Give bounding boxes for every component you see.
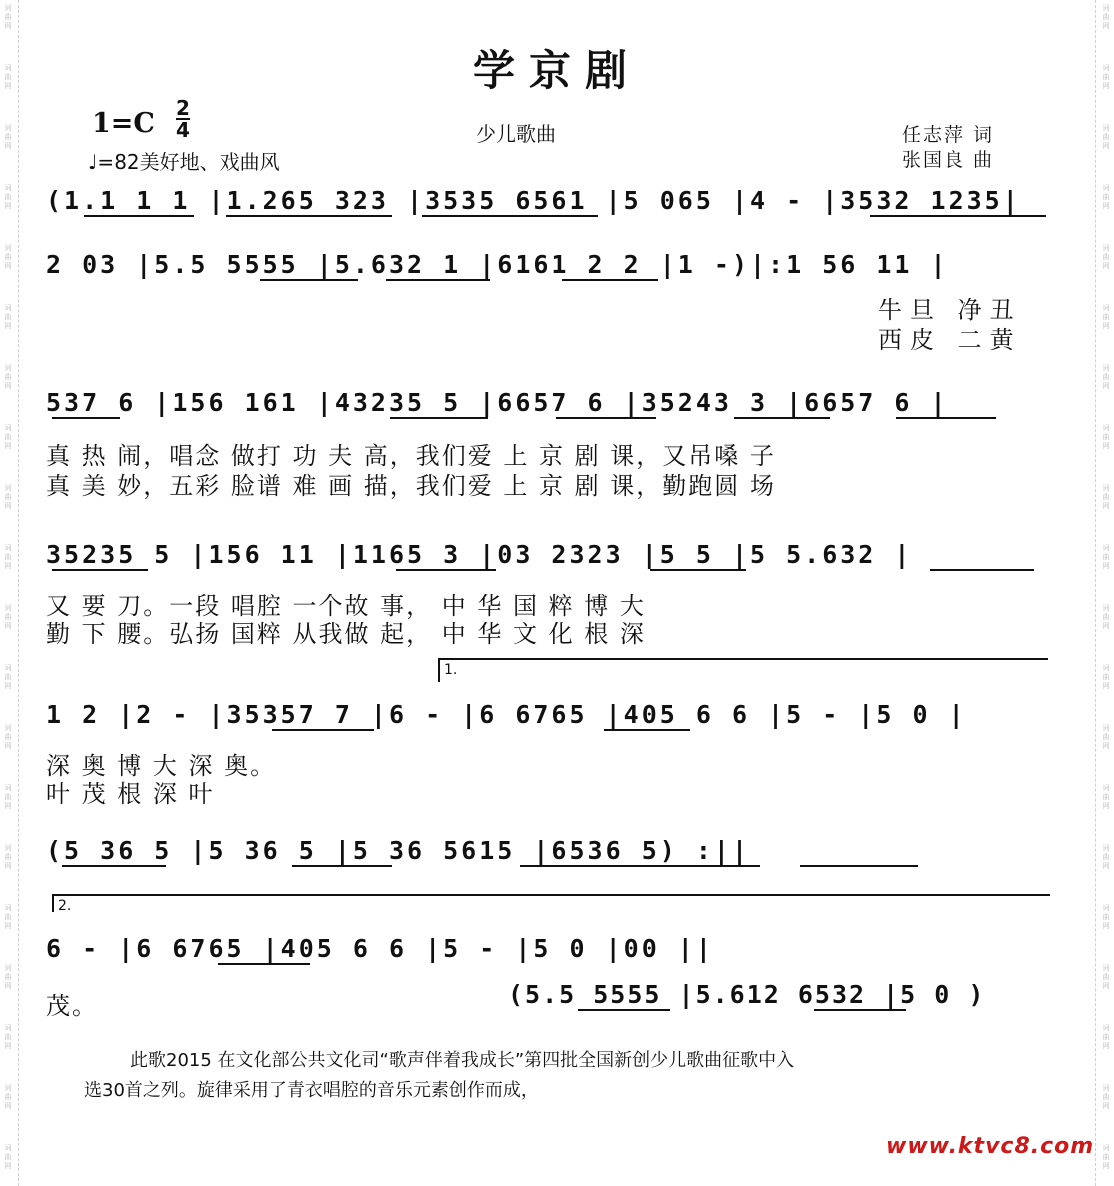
composer-credit: 张国良 曲: [902, 149, 995, 171]
watermark-text: 词 曲 网: [4, 1144, 12, 1170]
watermark-text: 词 曲 网: [1102, 724, 1110, 750]
lyrics-line-4-verse-1: 深 奥 博 大 深 奥。: [46, 752, 277, 780]
beam-line: [218, 963, 310, 965]
beam-line: [226, 215, 392, 217]
watermark-text: 词 曲 网: [4, 604, 12, 630]
beam-line: [52, 417, 120, 419]
volta-2-label: 2.: [58, 898, 72, 914]
watermark-text: 词 曲 网: [4, 64, 12, 90]
watermark-text: 词 曲 网: [4, 844, 12, 870]
tempo-marking: ♩=82美好地、戏曲风: [88, 150, 280, 174]
right-watermark-strip: [1095, 0, 1114, 1186]
watermark-text: 词 曲 网: [4, 664, 12, 690]
accompaniment-line: (5.5 5555 |5.612 6532 |5 0 ): [508, 980, 986, 1009]
beam-line: [556, 417, 656, 419]
notation-line-5: 1 2 |2 - |35357 7 |6 - |6 6765 |405 6 6 |5 - |5 0 |: [46, 700, 967, 729]
watermark-text: 词 曲 网: [4, 964, 12, 990]
watermark-text: 词 曲 网: [1102, 424, 1110, 450]
watermark-text: 词 曲 网: [1102, 1024, 1110, 1050]
watermark-text: 词 曲 网: [1102, 244, 1110, 270]
beam-line: [870, 215, 1046, 217]
lyrics-line-1-verse-2: 西皮 二黄: [878, 326, 1022, 354]
watermark-text: 词 曲 网: [1102, 304, 1110, 330]
watermark-text: 词 曲 网: [4, 124, 12, 150]
watermark-text: 词 曲 网: [4, 4, 12, 30]
volta-bracket-2: [52, 894, 1050, 896]
watermark-text: 词 曲 网: [4, 544, 12, 570]
lyrics-line-2-verse-1: 真 热 闹，唱念 做打 功 夫 高，我们爱 上 京 剧 课，又吊嗓 子: [46, 442, 776, 470]
song-note: [84, 1046, 1044, 1106]
watermark-text: 词 曲 网: [1102, 64, 1110, 90]
watermark-text: 词 曲 网: [1102, 964, 1110, 990]
notation-line-6: (5 36 5 |5 36 5 |5 36 5615 |6536 5) :||: [46, 836, 750, 865]
beam-line: [650, 569, 746, 571]
watermark-text: 词 曲 网: [1102, 904, 1110, 930]
notation-line-7: 6 - |6 6765 |405 6 6 |5 - |5 0 |00 ||: [46, 934, 714, 963]
watermark-text: 词 曲 网: [1102, 544, 1110, 570]
beam-line: [896, 417, 996, 419]
key-signature: 1=C: [92, 108, 155, 139]
watermark-text: 词 曲 网: [4, 784, 12, 810]
watermark-text: 词 曲 网: [4, 424, 12, 450]
beam-line: [84, 215, 194, 217]
notation-line-3: 537 6 |156 161 |43235 5 |6657 6 |35243 3 |6657 6 |: [46, 388, 949, 417]
lyricist-credit: 任志萍 词: [902, 124, 995, 146]
beam-line: [422, 215, 598, 217]
watermark-text: 词 曲 网: [4, 364, 12, 390]
lyrics-line-3-verse-1: 又 要 刀。一段 唱腔 一个故 事， 中 华 国 粹 博 大: [46, 592, 646, 620]
site-url[interactable]: www.ktvc8.com: [886, 1134, 1095, 1159]
lyrics-line-1-verse-1: 牛旦 净丑: [878, 296, 1022, 324]
volta-bracket-1-tick: [438, 658, 440, 682]
beam-line: [396, 569, 496, 571]
watermark-text: 词 曲 网: [1102, 364, 1110, 390]
beam-line: [386, 279, 490, 281]
watermark-text: 词 曲 网: [4, 244, 12, 270]
watermark-text: 词 曲 网: [4, 304, 12, 330]
notation-line-1: (1.1 1 1 |1.265 323 |3535 6561 |5 065 |4 - |3532 1235|: [46, 186, 1021, 215]
watermark-text: 词 曲 网: [1102, 184, 1110, 210]
watermark-text: 词 曲 网: [1102, 1084, 1110, 1110]
watermark-text: 词 曲 网: [4, 724, 12, 750]
song-title: 学京剧: [472, 46, 641, 95]
volta-bracket-2-tick: [52, 894, 54, 912]
beam-line: [62, 865, 166, 867]
beam-line: [260, 279, 358, 281]
beam-line: [390, 417, 488, 419]
watermark-text: 词 曲 网: [4, 184, 12, 210]
volta-1-label: 1.: [444, 662, 458, 678]
watermark-text: 词 曲 网: [1102, 664, 1110, 690]
beam-line: [562, 279, 658, 281]
lyrics-line-3-verse-2: 勤 下 腰。弘扬 国粹 从我做 起， 中 华 文 化 根 深: [46, 620, 646, 648]
beam-line: [930, 569, 1034, 571]
lyrics-line-4-verse-2: 叶 茂 根 深 叶: [46, 780, 215, 808]
watermark-text: 词 曲 网: [1102, 604, 1110, 630]
watermark-text: 词 曲 网: [1102, 124, 1110, 150]
watermark-text: 词 曲 网: [1102, 484, 1110, 510]
time-signature: [176, 98, 190, 140]
lyrics-line-2-verse-2: 真 美 妙，五彩 脸谱 难 画 描，我们爱 上 京 剧 课，勤跑圆 场: [46, 472, 776, 500]
watermark-text: 词 曲 网: [1102, 4, 1110, 30]
song-genre: 少儿歌曲: [476, 122, 556, 146]
notation-line-4: 35235 5 |156 11 |1165 3 |03 2323 |5 5 |5 5.632 |: [46, 540, 913, 569]
notation-line-2: 2 03 |5.5 5555 |5.632 1 |6161 2 2 |1 -)|:1 56 11 |: [46, 250, 949, 279]
watermark-text: 词 曲 网: [1102, 844, 1110, 870]
left-watermark-strip: [0, 0, 19, 1186]
watermark-text: 词 曲 网: [4, 1024, 12, 1050]
beam-line: [520, 865, 760, 867]
beam-line: [734, 417, 830, 419]
beam-line: [52, 569, 148, 571]
watermark-text: 词 曲 网: [1102, 784, 1110, 810]
volta-bracket-1: [438, 658, 1048, 660]
meter-bottom: 4: [176, 118, 190, 142]
meter-top: 2: [176, 96, 190, 120]
beam-line: [272, 729, 374, 731]
watermark-text: 词 曲 网: [4, 904, 12, 930]
song-note-line-1: 此歌2015 在文化部公共文化司“歌声伴着我成长”第四批全国新创少儿歌曲征歌中入: [130, 1050, 795, 1071]
watermark-text: 词 曲 网: [1102, 1144, 1110, 1170]
beam-line: [292, 865, 392, 867]
watermark-text: 词 曲 网: [4, 1084, 12, 1110]
beam-line: [604, 729, 690, 731]
beam-line: [800, 865, 918, 867]
song-note-line-2: 选30首之列。旋律采用了青衣唱腔的音乐元素创作而成，: [84, 1080, 539, 1101]
watermark-text: 词 曲 网: [4, 484, 12, 510]
lyrics-line-6-verse-1: 茂。: [46, 992, 98, 1020]
